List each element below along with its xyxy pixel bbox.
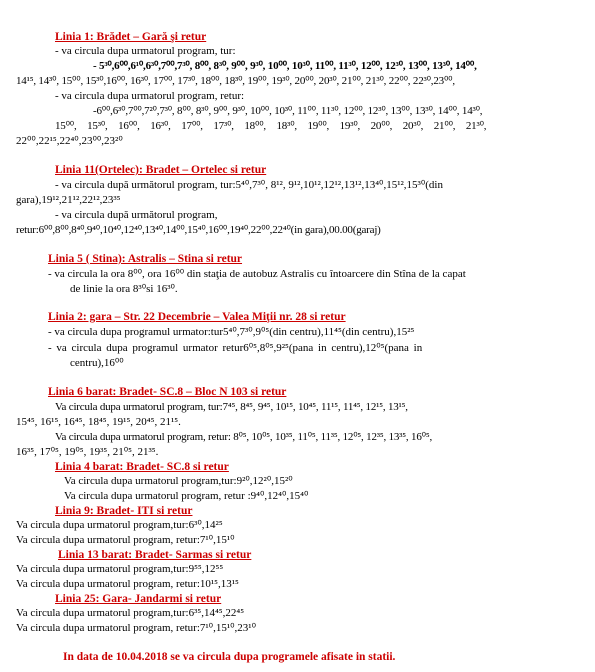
schedule-line: - va circula la ora 8⁰⁰, ora 16⁰⁰ din staţia de autobuz Astralis cu întoarcere din Stîna de la capat xyxy=(48,268,466,280)
schedule-line: retur:6⁰⁰,8⁰⁰,8⁴⁰,9⁴⁰,10⁴⁰,12⁴⁰,13⁴⁰,14⁰⁰,15⁴⁰,16⁰⁰,19⁴⁰,22⁰⁰,22⁴⁰(in gara),00.00(garaj) xyxy=(16,224,381,236)
schedule-line: Va circula dupa urmatorul program,tur:9⁵⁵,12⁵⁵ xyxy=(16,563,224,575)
schedule-line: Va circula dupa urmatorul program,tur:6³⁵,14⁴⁵,22⁴⁵ xyxy=(16,607,245,619)
section-heading-linia-4: Linia 4 barat: Bradet- SC.8 si retur xyxy=(55,461,229,473)
schedule-line: Va circula dupa urmatorul program, retur:7¹⁰,15¹⁰ xyxy=(16,534,235,546)
schedule-line: 16³⁵, 17⁰⁵, 19⁰⁵, 19³⁵, 21⁰⁵, 21³⁵. xyxy=(16,446,159,458)
schedule-line: 15⁰⁰, 15³⁰, 16⁰⁰, 16³⁰, 17⁰⁰, 17³⁰, 18⁰⁰, 18³⁰, 19⁰⁰, 19³⁰, 20⁰⁰, 20³⁰, 21⁰⁰, 21³⁰, xyxy=(55,120,487,132)
section-heading-linia-1: Linia 1: Brădet – Gară şi retur xyxy=(55,31,207,43)
schedule-line: gara),19¹²,21¹²,22¹²,23³⁵ xyxy=(16,194,121,206)
schedule-line: Va circula dupa urmatorul program,tur:9²⁰,12²⁰,15²⁰ xyxy=(64,475,293,487)
schedule-line: Va circula dupa urmatorul program,tur:6³⁰,14²⁵ xyxy=(16,519,223,531)
schedule-line: 22⁰⁰,22¹⁵,22⁴⁰,23⁰⁰,23²⁰ xyxy=(16,135,123,147)
schedule-line: Va circula dupa urmatorul program, retur:7¹⁰,15¹⁰,23¹⁰ xyxy=(16,622,256,634)
section-heading-linia-11: Linia 11(Ortelec): Bradet – Ortelec si retur xyxy=(55,164,267,176)
schedule-line: Va circula dupa urmatorul program, retur:10¹⁵,13¹⁵ xyxy=(16,578,239,590)
footer-note: In data de 10.04.2018 se va circula dupa programele afisate in statii. xyxy=(63,651,396,663)
schedule-line: Va circula dupa urmatorul program, retur: 8⁰⁵, 10⁰⁵, 10³⁵, 11⁰⁵, 11³⁵, 12⁰⁵, 12³⁵, 13³⁵, 16⁰⁵, xyxy=(55,431,433,443)
schedule-line: - va circula dupa urmatorul program, retur: xyxy=(55,90,245,102)
schedule-line: Va circula dupa urmatorul program, retur :9⁴⁰,12⁴⁰,15⁴⁰ xyxy=(64,490,309,502)
section-heading-linia-13: Linia 13 barat: Bradet- Sarmas si retur xyxy=(58,549,252,561)
schedule-line: - va circula după următorul program, tur:5⁴⁰,7³⁰, 8¹², 9¹²,10¹²,12¹²,13¹²,13⁴⁰,15¹²,15³⁰(din xyxy=(55,179,443,191)
section-heading-linia-25: Linia 25: Gara- Jandarmi si retur xyxy=(55,593,222,605)
schedule-line: - 5³⁰,6⁰⁰,6¹⁰,6³⁰,7⁰⁰,7³⁰, 8⁰⁰, 8³⁰, 9⁰⁰, 9³⁰, 10⁰⁰, 10³⁰, 11⁰⁰, 11³⁰, 12⁰⁰, 12³⁰, 13⁰⁰, 13³⁰, 14⁰⁰, xyxy=(93,60,477,72)
schedule-line: Va circula dupa urmatorul program, tur:7⁴⁵, 8⁴⁵, 9⁴⁵, 10¹⁵, 10⁴⁵, 11¹⁵, 11⁴⁵, 12¹⁵, 13¹⁵, xyxy=(55,401,408,413)
schedule-line: 15⁴⁵, 16¹⁵, 16⁴⁵, 18⁴⁵, 19¹⁵, 20⁴⁵, 21¹⁵. xyxy=(16,416,181,428)
schedule-line: de linie la ora 8³⁰si 16³⁰. xyxy=(70,283,178,295)
schedule-line: - va circula dupa programul urmator:tur5⁴⁰,7³⁰,9⁰⁵(din centru),11⁴⁵(din centru),15²⁵ xyxy=(48,326,415,338)
schedule-line: - va circula dupa urmatorul program, tur: xyxy=(55,45,236,57)
section-heading-linia-9: Linia 9: Bradet- ITI si retur xyxy=(55,505,193,517)
schedule-line: centru),16⁰⁰ xyxy=(70,357,124,369)
schedule-line: - va circula după următorul program, xyxy=(55,209,218,221)
schedule-line: - va circula dupa programul urmator retur6⁰⁵,8⁰⁵,9²⁵(pana in centru),12⁰⁵(pana in xyxy=(48,342,423,354)
section-heading-linia-5: Linia 5 ( Stina): Astralis – Stina si retur xyxy=(48,253,243,265)
section-heading-linia-6: Linia 6 barat: Bradet- SC.8 – Bloc N 103 si retur xyxy=(48,386,287,398)
schedule-line: -6⁰⁰,6³⁰,7⁰⁰,7²⁰,7³⁰, 8⁰⁰, 8³⁰, 9⁰⁰, 9³⁰, 10⁰⁰, 10³⁰, 11⁰⁰, 11³⁰, 12⁰⁰, 12³⁰, 13⁰⁰, 13³⁰, 14⁰⁰, 14³⁰, xyxy=(93,105,483,117)
section-heading-linia-2: Linia 2: gara – Str. 22 Decembrie – Valea Miţii nr. 28 si retur xyxy=(48,311,346,323)
schedule-line: 14¹⁵, 14³⁰, 15⁰⁰, 15³⁰,16⁰⁰, 16³⁰, 17⁰⁰, 17³⁰, 18⁰⁰, 18³⁰, 19⁰⁰, 19³⁰, 20⁰⁰, 20³⁰, 21⁰⁰, 21³⁰, 22⁰⁰, 22³⁰,23⁰⁰, xyxy=(16,75,455,87)
